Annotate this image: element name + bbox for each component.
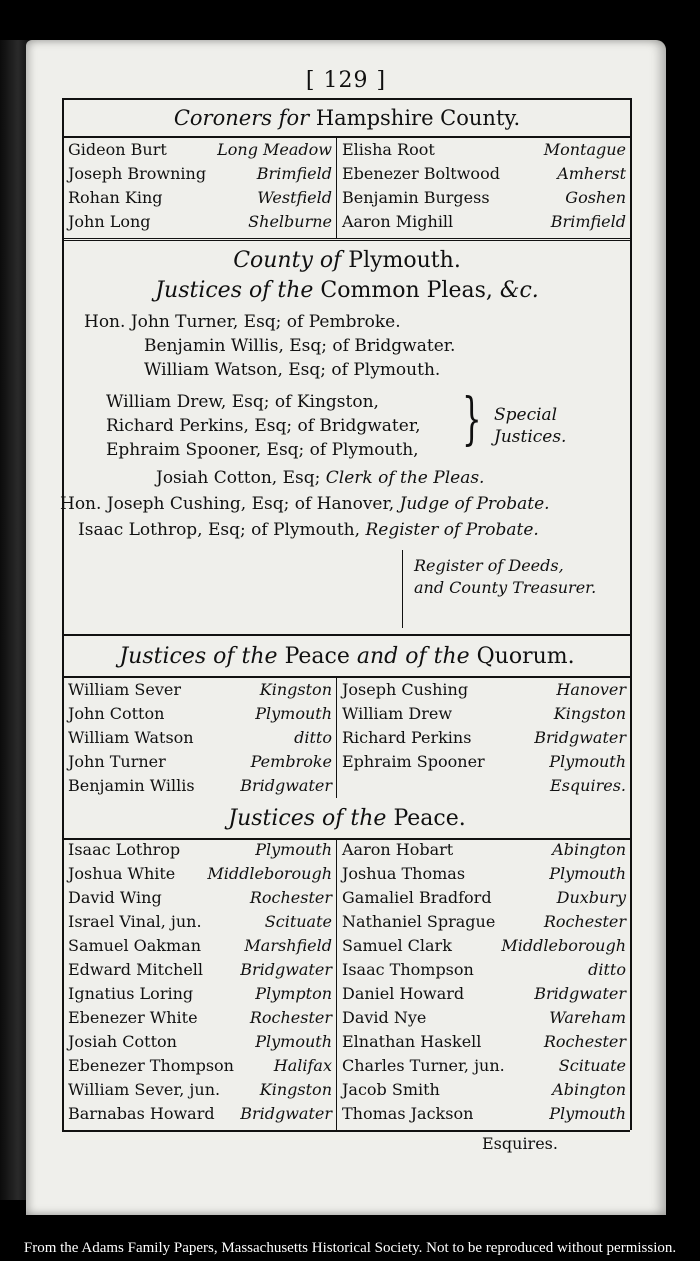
- place-right: Rochester: [543, 1032, 626, 1051]
- name-right: Gamaliel Bradford: [342, 888, 492, 907]
- probate-judge-line: [60, 494, 550, 514]
- name-right: Daniel Howard: [342, 984, 465, 1003]
- name-left: Samuel Oakman: [68, 936, 202, 955]
- place-left: Bridgwater: [240, 776, 332, 795]
- place-right: Abington: [552, 840, 626, 859]
- name-left: Edward Mitchell: [68, 960, 204, 979]
- special-label-line-1: Special: [494, 405, 558, 425]
- common-pleas-heading: [64, 278, 630, 303]
- special-justice-line: William Drew, Esq; of Kingston,: [106, 392, 379, 412]
- place-left: Kingston: [259, 680, 332, 699]
- register-deeds-line-2: and County Treasurer.: [414, 578, 597, 597]
- place-left: Brimfield: [256, 164, 332, 183]
- page-frame: [62, 98, 632, 1130]
- copyright-footer: From the Adams Family Papers, Massachusetts Historical Society. Not to be reproduced without permission.: [23, 1240, 677, 1256]
- name-right: Aaron Hobart: [342, 840, 454, 859]
- name-left: Ebenezer Thompson: [68, 1056, 234, 1075]
- place-left: Plymouth: [255, 1032, 332, 1051]
- place-right: Goshen: [565, 188, 626, 207]
- peace-heading: [64, 806, 630, 831]
- name-left: John Cotton: [68, 704, 165, 723]
- place-left: Plympton: [255, 984, 332, 1003]
- name-left: David Wing: [68, 888, 162, 907]
- place-left: Rochester: [249, 1008, 332, 1027]
- special-justices-brace: }: [462, 387, 482, 452]
- register-probate-title: Register of Probate.: [365, 520, 539, 540]
- quorum-heading-roman-2: Quorum.: [476, 644, 575, 669]
- plymouth-heading-italic: County of: [233, 248, 342, 273]
- list-row: [64, 1080, 630, 1102]
- peace-heading-italic: Justices of the: [228, 806, 387, 831]
- list-row: [64, 164, 630, 186]
- name-left: Barnabas Howard: [68, 1104, 215, 1123]
- place-left: Plymouth: [255, 704, 332, 723]
- name-right: Benjamin Burgess: [342, 188, 490, 207]
- name-right: Ephraim Spooner: [342, 752, 485, 771]
- place-right: Kingston: [553, 704, 626, 723]
- common-pleas-heading-italic: Justices of the: [155, 278, 314, 303]
- clerk-name: Josiah Cotton, Esq;: [156, 468, 321, 488]
- place-right: Amherst: [557, 164, 626, 183]
- place-left: Kingston: [259, 1080, 332, 1099]
- top-rule: [62, 98, 632, 100]
- quorum-heading-roman-1: Peace: [284, 644, 350, 669]
- probate-judge-name: Hon. Joseph Cushing, Esq; of Hanover,: [60, 494, 395, 514]
- register-deeds-line-1: Register of Deeds,: [414, 556, 564, 575]
- name-left: Gideon Burt: [68, 140, 167, 159]
- place-right: Rochester: [543, 912, 626, 931]
- name-right: Richard Perkins: [342, 728, 472, 747]
- name-left: Joshua White: [68, 864, 176, 883]
- list-row: [64, 936, 630, 958]
- list-row: [64, 960, 630, 982]
- place-left: Middleborough: [207, 864, 332, 883]
- special-justice-line: Richard Perkins, Esq; of Bridgwater,: [106, 416, 421, 436]
- name-right: Joshua Thomas: [342, 864, 466, 883]
- quorum-heading-italic-1: Justices of the: [119, 644, 278, 669]
- book-page: [26, 40, 666, 1215]
- name-right: Ebenezer Boltwood: [342, 164, 500, 183]
- place-right: Bridgwater: [534, 984, 626, 1003]
- name-left: John Long: [68, 212, 151, 231]
- place-right: Duxbury: [556, 888, 626, 907]
- list-row: [64, 680, 630, 702]
- name-left: Isaac Lothrop: [68, 840, 181, 859]
- place-right: Plymouth: [549, 752, 626, 771]
- common-pleas-heading-roman: Common Pleas,: [320, 278, 493, 303]
- place-left: Long Meadow: [217, 140, 332, 159]
- page-number: [ 129 ]: [305, 68, 387, 93]
- quorum-heading-italic-2: and of the: [356, 644, 470, 669]
- page-bottom-rule: [62, 1130, 630, 1132]
- special-justices-label: [494, 404, 566, 448]
- place-left: Westfield: [257, 188, 332, 207]
- place-right: Abington: [552, 1080, 626, 1099]
- name-left: John Turner: [68, 752, 166, 771]
- place-left: Rochester: [249, 888, 332, 907]
- list-row: [64, 912, 630, 934]
- name-left: William Sever, jun.: [68, 1080, 221, 1099]
- name-left: William Sever: [68, 680, 182, 699]
- place-right: Wareham: [549, 1008, 626, 1027]
- list-row: [64, 704, 630, 726]
- list-row: [64, 864, 630, 886]
- place-left: Bridgwater: [240, 1104, 332, 1123]
- quorum-top-rule: [64, 634, 630, 636]
- place-right: Brimfield: [550, 212, 626, 231]
- special-label-line-2: Justices.: [494, 427, 567, 447]
- name-left: Josiah Cotton: [68, 1032, 177, 1051]
- place-left: Shelburne: [248, 212, 332, 231]
- name-left: Joseph Browning: [68, 164, 207, 183]
- list-row: [64, 212, 630, 234]
- deeds-bracket: [402, 550, 403, 628]
- name-left: Benjamin Willis: [68, 776, 195, 795]
- special-justice-line: Ephraim Spooner, Esq; of Plymouth,: [106, 440, 419, 460]
- place-left: ditto: [294, 728, 332, 747]
- place-left: Plymouth: [255, 840, 332, 859]
- judge-line: Benjamin Willis, Esq; of Bridgwater.: [144, 336, 456, 356]
- name-right: Thomas Jackson: [342, 1104, 474, 1123]
- place-left: Bridgwater: [240, 960, 332, 979]
- name-right: Jacob Smith: [342, 1080, 440, 1099]
- place-left: Scituate: [264, 912, 332, 931]
- list-row: [64, 728, 630, 750]
- plymouth-heading-county: Plymouth.: [348, 248, 461, 273]
- place-right: Hanover: [556, 680, 626, 699]
- place-right: Montague: [543, 140, 626, 159]
- list-row: [64, 188, 630, 210]
- place-right: Plymouth: [549, 864, 626, 883]
- name-left: Ebenezer White: [68, 1008, 198, 1027]
- coroners-top-rule: [64, 136, 630, 138]
- plymouth-heading: [64, 248, 630, 273]
- name-right: Samuel Clark: [342, 936, 452, 955]
- name-left: Ignatius Loring: [68, 984, 194, 1003]
- name-right: William Drew: [342, 704, 453, 723]
- place-right: ditto: [588, 960, 626, 979]
- name-right: Charles Turner, jun.: [342, 1056, 505, 1075]
- list-row: [64, 776, 630, 798]
- register-probate-line: [78, 520, 539, 540]
- place-left: Marshfield: [244, 936, 332, 955]
- name-right: David Nye: [342, 1008, 427, 1027]
- register-probate-name: Isaac Lothrop, Esq; of Plymouth,: [78, 520, 361, 540]
- name-left: William Watson: [68, 728, 194, 747]
- place-right: Middleborough: [501, 936, 626, 955]
- list-row: [64, 140, 630, 162]
- quorum-table-rule: [64, 676, 630, 678]
- place-right: Bridgwater: [534, 728, 626, 747]
- coroners-heading: [64, 106, 630, 130]
- place-right: Plymouth: [549, 1104, 626, 1123]
- name-left: Israel Vinal, jun.: [68, 912, 202, 931]
- judge-line: Hon. John Turner, Esq; of Pembroke.: [84, 312, 401, 332]
- coroners-heading-county: Hampshire County.: [315, 106, 521, 130]
- list-row: [64, 1008, 630, 1030]
- list-row: [64, 1032, 630, 1054]
- clerk-title: Clerk of the Pleas.: [325, 468, 485, 488]
- place-left: Halifax: [273, 1056, 332, 1075]
- place-left: Pembroke: [250, 752, 332, 771]
- name-right: Elisha Root: [342, 140, 435, 159]
- peace-heading-roman: Peace.: [393, 806, 466, 831]
- name-right: Isaac Thompson: [342, 960, 474, 979]
- judge-line: William Watson, Esq; of Plymouth.: [144, 360, 441, 380]
- list-row: [64, 888, 630, 910]
- coroners-bottom-rule: [64, 238, 630, 241]
- name-right: Nathaniel Sprague: [342, 912, 496, 931]
- name-right: Joseph Cushing: [342, 680, 469, 699]
- quorum-heading: [64, 644, 630, 669]
- name-right: Elnathan Haskell: [342, 1032, 482, 1051]
- name-right: Aaron Mighill: [342, 212, 454, 231]
- clerk-line: [156, 468, 484, 488]
- common-pleas-heading-etc: &c.: [499, 278, 539, 303]
- name-left: Rohan King: [68, 188, 163, 207]
- place-right: Scituate: [558, 1056, 626, 1075]
- list-row: [64, 840, 630, 862]
- list-row: [64, 984, 630, 1006]
- coroners-heading-italic: Coroners for: [173, 106, 310, 130]
- probate-judge-title: Judge of Probate.: [399, 494, 550, 514]
- place-right: Esquires.: [550, 776, 626, 795]
- peace-esquires: Esquires.: [482, 1134, 558, 1153]
- list-row: [64, 1104, 630, 1126]
- list-row: [64, 1056, 630, 1078]
- list-row: [64, 752, 630, 774]
